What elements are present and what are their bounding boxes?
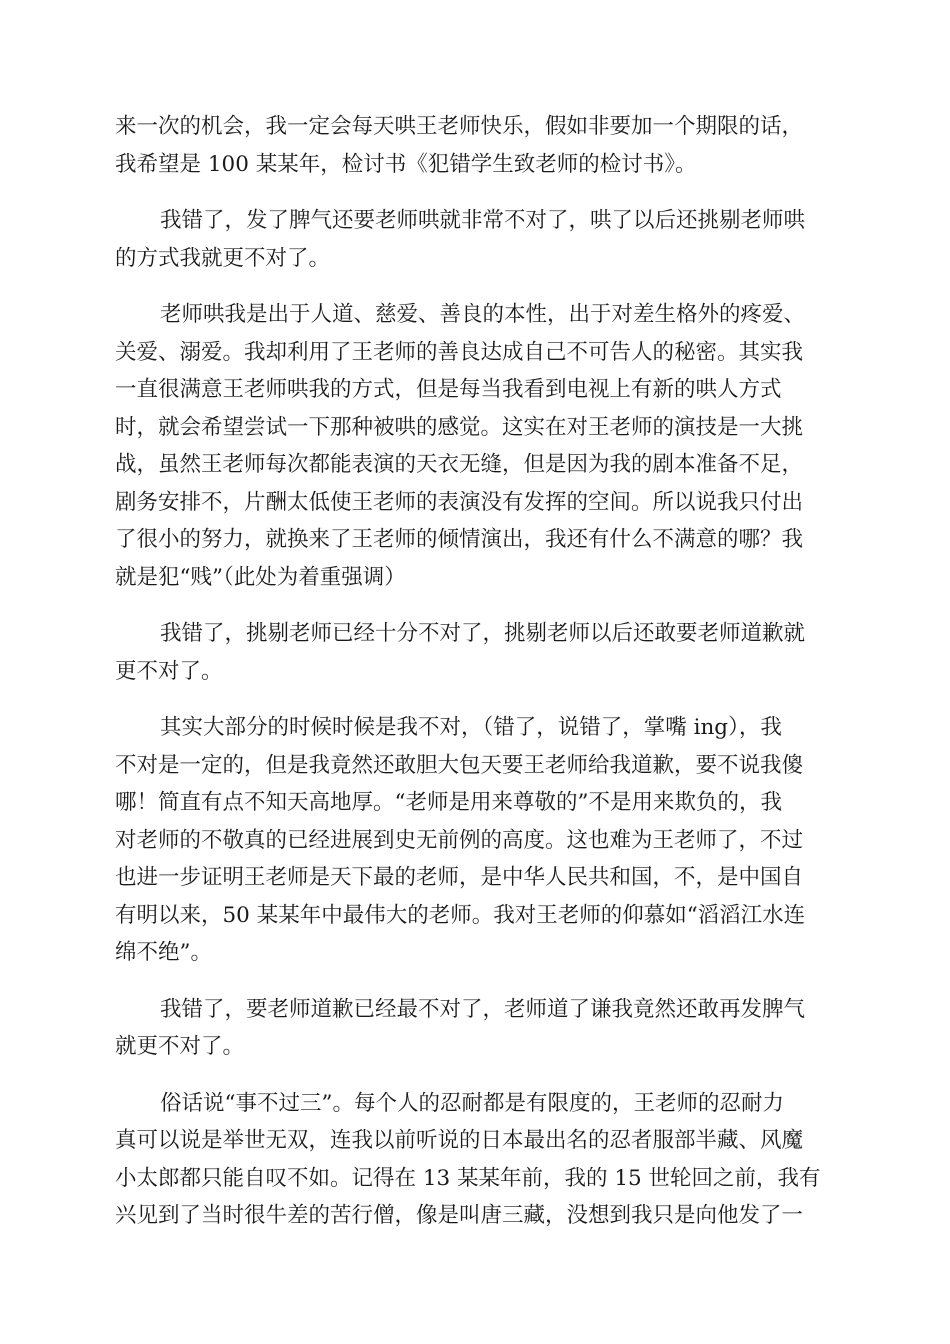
text-line: 不对是一定的，但是我竟然还敢胆大包天要王老师给我道歉，要不说我傻: [115, 752, 804, 778]
text-line: 老师哄我是出于人道、慈爱、善良的本性，出于对差生格外的疼爱、: [160, 302, 806, 327]
text-line: 关爱、溺爱。我却利用了王老师的善良达成自己不可告人的秘密。其实我: [115, 339, 804, 365]
text-line: 更不对了。: [115, 658, 223, 684]
text-line: 了很小的努力，就换来了王老师的倾情演出，我还有什么不满意的哪？我: [115, 527, 804, 552]
text-line: 剧务安排不，片酬太低使王老师的表演没有发挥的空间。所以说我只付出: [115, 489, 804, 515]
text-line: 也进一步证明王老师是天下最的老师，是中华人民共和国，不，是中国自: [115, 865, 804, 890]
text-line: 真可以说是举世无双，连我以前听说的日本最出名的忍者服部半藏、风魔: [115, 1128, 804, 1153]
paragraph-7: [115, 1085, 837, 1235]
text-line: 就更不对了。: [115, 1034, 245, 1059]
text-line: 其实大部分的时候时候是我不对，（错了，说错了，掌嘴 ing），我: [160, 715, 782, 740]
text-line: 我错了，要老师道歉已经最不对了，老师道了谦我竟然还敢再发脾气: [160, 996, 806, 1022]
paragraph-2: [115, 202, 837, 277]
text-line: 哪！简直有点不知天高地厚。“老师是用来尊敬的”不是用来欺负的，我: [115, 790, 782, 815]
paragraph-4: [115, 615, 837, 690]
text-line: 时，就会希望尝试一下那种被哄的感觉。这实在对王老师的演技是一大挑: [115, 414, 804, 440]
text-line: 我希望是 100 某某年，检讨书《犯错学生致老师的检讨书》。: [115, 151, 697, 177]
text-line: 有明以来，50 某某年中最伟大的老师。我对王老师的仰慕如“滔滔江水连: [115, 902, 806, 928]
text-line: 战，虽然王老师每次都能表演的天衣无缝，但是因为我的剧本准备不足，: [115, 452, 804, 477]
paragraph-6: [115, 991, 837, 1066]
text-line: 兴见到了当时很牛差的苦行僧，像是叫唐三藏，没想到我只是向他发了一: [115, 1203, 804, 1228]
text-line: 来一次的机会，我一定会每天哄王老师快乐，假如非要加一个期限的话，: [115, 114, 804, 139]
paragraph-3: [115, 296, 837, 596]
text-line: 我错了，发了脾气还要老师哄就非常不对了，哄了以后还挑剔老师哄: [160, 208, 806, 233]
text-line: 对老师的不敬真的已经进展到史无前例的高度。这也难为王老师了，不过: [115, 827, 804, 853]
text-line: 一直很满意王老师哄我的方式，但是每当我看到电视上有新的哄人方式: [115, 377, 782, 402]
paragraph-1: [115, 108, 837, 183]
text-line: 就是犯“贱”（此处为着重强调）: [115, 564, 406, 590]
document-body: [115, 108, 837, 1235]
text-line: 俗话说“事不过三”。每个人的忍耐都是有限度的，王老师的忍耐力: [160, 1090, 784, 1116]
text-line: 的方式我就更不对了。: [115, 245, 331, 271]
text-line: 绵不绝”。: [115, 940, 212, 965]
paragraph-5: [115, 709, 837, 972]
text-line: 小太郎都只能自叹不如。记得在 13 某某年前，我的 15 世轮回之前，我有: [115, 1165, 821, 1191]
text-line: 我错了，挑剔老师已经十分不对了，挑剔老师以后还敢要老师道歉就: [160, 621, 806, 646]
